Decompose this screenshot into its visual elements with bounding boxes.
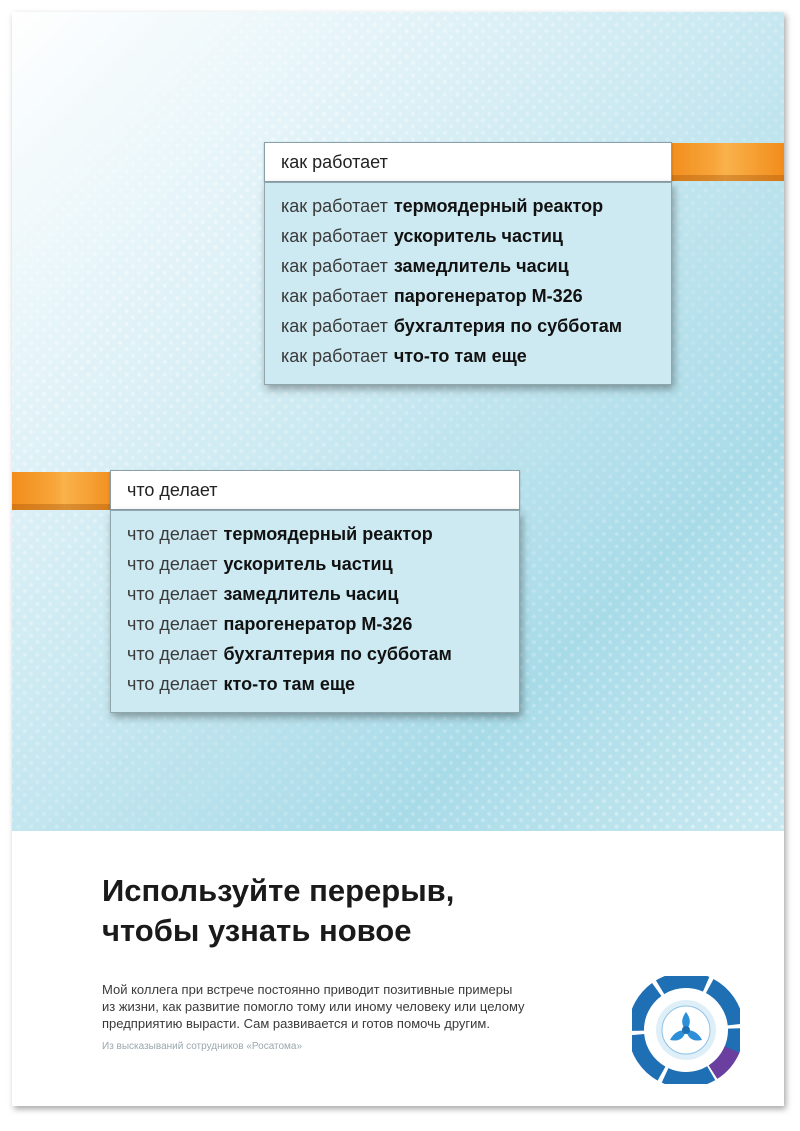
search-query-2: что делает bbox=[127, 479, 218, 500]
quote-text bbox=[102, 981, 592, 1032]
suggestion-item[interactable]: что делает бухгалтерия по субботам bbox=[127, 644, 452, 664]
search-input-1[interactable] bbox=[264, 142, 672, 182]
suggestion-item[interactable]: что делает замедлитель часиц bbox=[127, 584, 399, 604]
suggestion-item[interactable]: что делает парогенератор М-326 bbox=[127, 614, 413, 634]
suggestion-item[interactable]: как работает парогенератор М-326 bbox=[281, 286, 583, 306]
suggestion-item[interactable]: что делает кто-то там еще bbox=[127, 674, 356, 694]
headline-line-1: Используйте перерыв, bbox=[102, 873, 455, 908]
suggestion-item[interactable]: что делает ускоритель частиц bbox=[127, 554, 393, 574]
suggestion-item[interactable]: что делает термоядерный реактор bbox=[127, 524, 433, 544]
quote-line-3: предприятию вырасти. Сам развивается и готов помочь другим. bbox=[102, 1016, 490, 1031]
headline-line-2: чтобы узнать новое bbox=[102, 913, 412, 948]
footer-section bbox=[12, 831, 784, 1106]
suggestions-dropdown-1 bbox=[264, 182, 672, 385]
search-input-2[interactable] bbox=[110, 470, 520, 510]
quote-line-2: из жизни, как развитие помогло тому или иному человеку или целому bbox=[102, 999, 525, 1014]
suggestion-item[interactable]: как работает ускоритель частиц bbox=[281, 226, 563, 246]
quote-line-1: Мой коллега при встрече постоянно приводит позитивные примеры bbox=[102, 982, 513, 997]
suggestion-item[interactable]: как работает бухгалтерия по субботам bbox=[281, 316, 623, 336]
orange-accent-bar-2 bbox=[12, 472, 117, 510]
headline bbox=[102, 871, 454, 951]
search-query-1: как работает bbox=[281, 151, 388, 172]
suggestion-item[interactable]: как работает замедлитель часиц bbox=[281, 256, 569, 276]
quote-source: Из высказываний сотрудников «Росатома» bbox=[102, 1041, 303, 1052]
suggestion-item[interactable]: как работает термоядерный реактор bbox=[281, 196, 604, 216]
suggestion-item[interactable]: как работает что-то там еще bbox=[281, 346, 527, 366]
suggestions-dropdown-2 bbox=[110, 510, 520, 713]
hero-background bbox=[12, 12, 784, 831]
orange-accent-bar-1 bbox=[667, 143, 784, 181]
rosatom-values-wheel-icon bbox=[632, 976, 740, 1084]
poster bbox=[12, 12, 784, 1106]
